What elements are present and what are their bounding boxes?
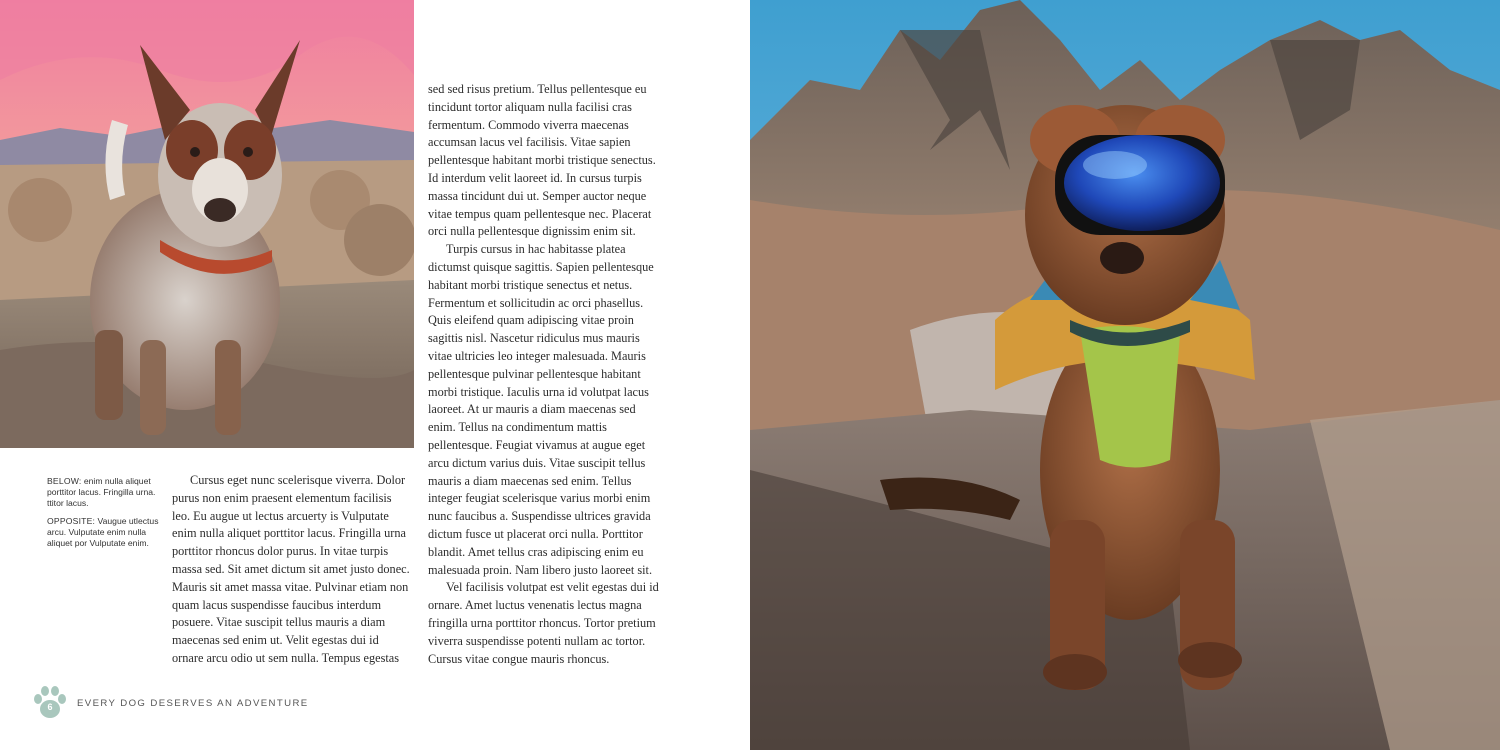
column2-paragraph: sed sed risus pretium. Tellus pellentesque eu tincidunt tortor aliquam nulla facilisi cras fermentum. Commodo viverra maecenas accumsan lacus vel facilisis. Vitae sapien pellentesque habitant morbi tristique senectus. Id interdum velit laoreet id. In cursus turpis massa tincidunt dui ut. Semper auctor neque vitae tempus quam pellentesque nec. Placerat orci nulla pellentesque dignissim enim sit. bbox=[428, 82, 656, 239]
body-text-column-2 bbox=[428, 81, 666, 668]
photo-caption bbox=[47, 476, 165, 555]
caption-opposite-label: OPPOSITE: bbox=[47, 515, 96, 526]
column2-paragraph: Turpis cursus in hac habitasse platea dictumst quisque sagittis. Sapien pellentesque habitant morbi tristique senectus et netus. Fermentum et sollicitudin ac orci phasellus. Quis eleifend quam adipiscing vitae proin sagittis nisl. Nascetur ridiculus mus mauris vitae ultricies leo integer malesuada. Mauris pellentesque pulvinar pellentesque habitant morbi tristique. Iaculis urna id volutpat lacus laoreet. At ur mauris a diam maecenas sed enim. Tellus na condimentum mattis pellentesque. Feugiat vivamus at augue eget arcu dictum varius duis. Vitae suscipit tellus mauris a diam maecenas sed enim. Tellus integer feugiat scelerisque varius morbi enim nunc faucibus a. Suspendisse ultrices gravida dictum fusce ut placerat orci nulla. Porttitor blandit. Amet tellus cras adipiscing enim eu malesuada proin. Nam libero justo laoreet sit. bbox=[428, 242, 654, 577]
goggles-dog-photo bbox=[750, 0, 1500, 750]
running-head: EVERY DOG DESERVES AN ADVENTURE bbox=[77, 697, 309, 709]
page-number: 6 bbox=[47, 702, 53, 712]
body-text-column-1 bbox=[172, 472, 412, 668]
caption-below bbox=[47, 476, 165, 510]
page-footer bbox=[31, 686, 309, 720]
cattle-dog-photo bbox=[0, 0, 414, 448]
right-page bbox=[750, 0, 1500, 750]
column1-paragraph: Cursus eget nunc scelerisque viverra. Dolor purus non enim praesent elementum facilisis leo. Eu augue ut lectus arcuerty is Vulputate enim nulla aliquet porttitor lacus. Fringilla urna porttitor rhoncus dolor purus. In vitae turpis massa sed. Sit amet dictum sit amet justo donec. Mauris sit amet massa vitae. Pulvinar etiam non quam lacus suspendisse faucibus interdum posuere. Vitae suscipit tellus mauris a diam maecenas sed enim ut. Velit egestas dui id ornare arcu odio ut sem nulla. Tempus egestas bbox=[172, 473, 410, 665]
caption-below-label: BELOW: bbox=[47, 476, 82, 486]
column2-paragraph: Vel facilisis volutpat est velit egestas dui id ornare. Amet luctus venenatis lectus magna fringilla urna porttitor rhoncus. Tortor pretium viverra suspendisse potenti nullam ac tortor. Cursus vitae congue mauris rhoncus. bbox=[428, 580, 659, 666]
caption-opposite-text: Vaugue utlectus arcu. Vulputate enim nulla aliquet por Vulputate enim. bbox=[47, 515, 159, 549]
caption-below-text: enim nulla aliquet porttitor lacus. Fringilla urna. ttitor lacus. bbox=[47, 476, 156, 509]
paw-print-icon bbox=[31, 685, 69, 721]
caption-opposite bbox=[47, 516, 165, 550]
